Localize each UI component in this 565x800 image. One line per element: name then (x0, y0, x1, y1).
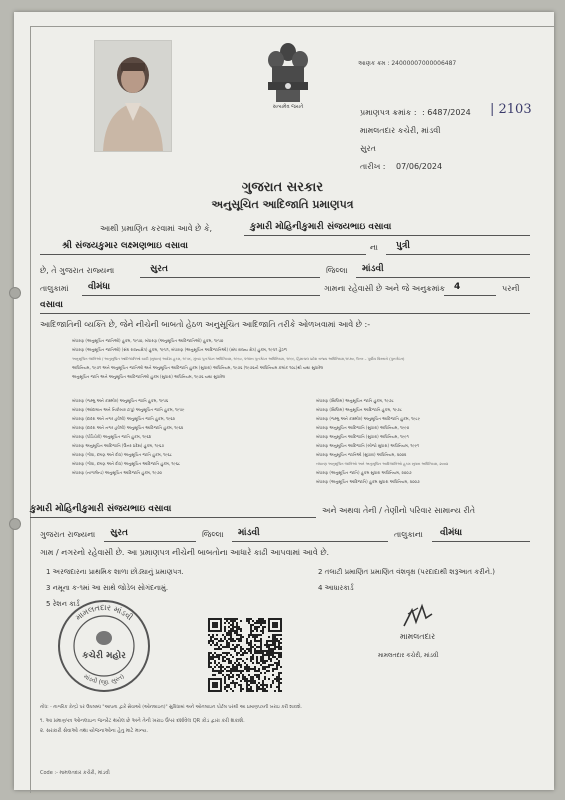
underline (444, 295, 496, 296)
cert-no-label: પ્રમાણપત્ર ક્રમાંક : (360, 108, 417, 117)
residence-state-label: ગુજરાત રાજ્યના (40, 530, 96, 539)
village-value: વીમંધા (88, 282, 111, 292)
order-line: અનુસૂચિત જાતિ અને અનુસૂચિત આદિજાતિઓ હુકમ (સુધારા) અધિનિયમ, ૧૯૭૬ યથા સુધારેલ (72, 374, 226, 379)
residence-village: વીમંધા (440, 528, 463, 538)
serial-suffix: પરની (502, 284, 520, 293)
taluka-value: માંડવી (362, 264, 384, 274)
order-left: બંધારણ અનુસૂચિત આદિજાતિ (ઉત્તર પ્રદેશ) હુકમ, ૧૯૬૭ (72, 443, 164, 448)
underline (104, 541, 196, 542)
tribe-text: આદિજાતિની વ્યક્તિ છે, જેને નીચેની બાબતો હેઠળ અનુસૂચિત આદિજાતિ તરીકે ઓળખવામાં આવે છે :- (40, 320, 371, 329)
signature-mark-icon (398, 600, 438, 632)
order-line: બંધારણ (અનુસૂચિત જાતિઓ) (સંઘ રાજ્યક્ષેત્ર) હુકમ, ૧૯૫૧, બંધારણ (અનુસૂચિત આદિજાતિઓ) (સંઘ રાજ્ય ક્ષેત્ર) હુકમ, ૧૯૫૧ હેઠળ (72, 347, 287, 352)
tribe-name: વસાવા (40, 300, 63, 310)
serial-no: 4 (454, 282, 461, 292)
footer-line: ૨. સરકારી સેવાઓ તથા યોજનાઓના હેતુ માટે માન્ય. (40, 728, 148, 734)
ashoka-emblem-icon (262, 40, 314, 110)
order-line: અનુસૂચિત જાતિઓ / અનુસૂચિત આદિજાતિઓ યાદી (સુધારા) આદેશ હુકમ, ૧૯૫૬, મુંબઇ પુનર્ગઠન અધિનિયમ, ૧૯૬૦, પંજાબ પુનર્ગઠન અધિનિયમ, ૧૯૬૬, હિમાચલ પ્રદેશ રાજ્ય અધિનિયમ,૧૯૭૦, ઉત્તર – પૂર્વીય વિસ્તારો (પુનર્ગઠન) (72, 357, 405, 361)
order-right: બંધારણ (સિક્કિમ) અનુસૂચિત આદિજાતિ હુકમ, ૧૯૭૮ (316, 407, 403, 412)
underline (30, 517, 316, 518)
punch-hole-top (9, 287, 21, 299)
order-left: બંધારણ (પોંડિચેરી) અનુસૂચિત જાતિ હુકમ, ૧૯૬૪ (72, 434, 152, 439)
taluka-label: તાલુકામાં (40, 284, 69, 293)
order-left: બંધારણ (દાદરા અને નગર હવેલી) અનુસૂચિત જાતિ હુકમ, ૧૯૬૨ (72, 416, 175, 421)
issuing-city: સુરત (360, 144, 376, 153)
order-left: બંધારણ (ગોવા, દમણ અને દીવ) અનુસૂચિત આદિજાતિ હુકમ, ૧૯૬૮ (72, 461, 181, 466)
underline (40, 254, 366, 255)
emblem-caption: સત્યમેવ જયતે (272, 104, 304, 110)
applicant-name: કુમારી મોહિનીકુમારી સંજયભાઇ વસાવા (250, 222, 392, 232)
order-line: બંધારણ (અનુસૂચિત જાતિઓ) હુકમ, ૧૯૫૦, બંધારણ (અનુસૂચિત આદિજાતિઓ) હુકમ, ૧૯૫૦ (72, 338, 224, 343)
order-right: બંધારણ (અનુસૂચિત જાતિ) હુકમ સુધારા અધિનિયમ, ૨૦૦૭ (316, 470, 412, 475)
residence-name: કુમારી મોહિનીકુમારી સંજયભાઇ વસાવા (30, 504, 172, 514)
state-label: છે, તે ગુજરાત રાજ્યના (40, 266, 115, 275)
barcode-id: આણક ક્રમ : 24000007000006487 (358, 60, 457, 67)
relation: પુત્રી (396, 241, 410, 251)
issue-date: 07/06/2024 (396, 162, 443, 171)
order-right: બંધારણ (અનુસૂચિત આદિજાતિ) હુકમ સુધારા અધિનિયમ, ૨૦૦૭ (316, 479, 420, 484)
underline (386, 254, 530, 255)
enclosure-item: 3 નમૂના ક-૧માં આ સાથે જોડેલ સોગંદનામું. (46, 584, 169, 592)
underline (40, 313, 530, 314)
footer-note: નોંધ: - નાગરિક કેન્દ્રો પર ઉપલબ્ધ "આપના દ્વારે સેવાઓ (ઓનલાઇન)" સુવિધામાં અને ઓનલાઇન પોર્ટલ પરથી આ પ્રમાણપત્રની ખરાઇ કરી શકાશે. (40, 705, 303, 710)
issuing-office: મામલતદાર કચેરી, માંડવી (360, 126, 441, 135)
district-label: જિલ્લા (326, 266, 348, 275)
enclosure-item: 2 તલાટી પ્રમાણિત પ્રમાણિત વંશવૃક્ષ (પરદાદાથી શરૂઆત કરીને.) (318, 568, 495, 576)
office-stamp (56, 598, 152, 694)
residence-taluka-label: તાલુકાના (394, 530, 423, 539)
order-right: બંધારણ અનુસૂચિત જાતિઓ (સુધારા) અધિનિયમ, ૨૦૦૨ (316, 452, 407, 457)
punch-hole-bottom (9, 518, 21, 530)
order-left: બંધારણ (નાગાલેન્ડ) અનુસૂચિત આદિજાતિ હુકમ, ૧૯૭૦ (72, 470, 162, 475)
applicant-photo (94, 40, 172, 152)
stamp-ring-bottom: માંડવી (જી. સુરત) (82, 672, 126, 687)
stamp-center: કચેરી મહોર (82, 651, 126, 661)
underline (244, 235, 530, 236)
signatory-title: મામલતદાર (400, 632, 436, 641)
order-right: બંધારણ અનુસૂચિત આદિજાતિ (સુધારા) અધિનિયમ, ૧૯૯૦ (316, 425, 410, 430)
order-right: બંધારણ (જમ્મુ અને કાશ્મીર) અનુસૂચિત આદિજાતિ હુકમ, ૧૯૮૯ (316, 416, 421, 421)
stamp-ring-top: મામલતદાર માંડવી (73, 602, 135, 623)
district-value: સુરત (150, 264, 168, 274)
certificate-title: અનુસૂચિત આદિજાતિ પ્રમાણપત્ર (211, 198, 354, 211)
residence-taluka: માંડવી (238, 528, 260, 538)
family-text: અને અથવા તેની / તેણીનો પરિવાર સામાન્ય રીતે (322, 506, 476, 515)
order-right: બંધારણ અનુસૂચિત જાતિઓ અને અનુસૂચિત આદિજાતિઓ હુકમ સુધારા અધિનિયમ, ૨૦૦૨ (316, 462, 449, 466)
closing-text: ગામ / નગરનો રહેવાસી છે. આ પ્રમાણપત્ર નીચેની બાબતોના આધારે કાઢી આપવામાં આવે છે. (40, 548, 330, 557)
order-right: બંધારણ અનુસૂચિત આદિજાતિ (સુધારા) અધિનિયમ, ૧૯૯૧ (316, 434, 409, 439)
qr-code (208, 618, 282, 692)
father-name: શ્રી સંજયકુમાર લક્ષ્મણભાઇ વસાવા (62, 241, 188, 251)
signatory-office: મામલતદાર કચેરી, માંડવી (378, 652, 439, 659)
underline (232, 541, 388, 542)
intro-text: આથી પ્રમાણિત કરવામાં આવે છે કે, (100, 224, 213, 233)
order-left: બંધારણ (આંદામાન અને નિકોબાર ટાપુ) અનુસૂચિત જાતિ હુકમ, ૧૯૫૯ (72, 407, 185, 412)
order-left: બંધારણ (ગોવા, દમણ અને દીવ) અનુસૂચિત જાતિ હુકમ, ૧૯૬૮ (72, 452, 172, 457)
underline (432, 541, 530, 542)
svg-text:માંડવી (જી. સુરત) (82, 673, 125, 686)
order-right: બંધારણ અનુસૂચિત આદિજાતિ (બીજો સુધારા) અધિનિયમ, ૧૯૯૧ (316, 443, 420, 448)
order-left: બંધારણ (દાદરા અને નગર હવેલી) અનુસૂચિત આદિજાતિ હુકમ, ૧૯૬૨ (72, 425, 184, 430)
enclosure-item: 1 અરજદારના પ્રાથમિક શાળા છોડ્યાનું પ્રમાણપત્ર. (46, 568, 184, 576)
order-line: અધિનિયમ, ૧૯૭૧ અને અનુસૂચિત જાતિઓ અને અનુસૂચિત આદિજાતિ હુકમ (સુધારા) અધિનિયમ, ૧૯૭૬ (૧૯૭૬નો અધિનિયમ ક્રમાંક ૧૦૮)થી યથા સુધારેલ (72, 365, 324, 370)
footer-line: ૧. આ પ્રમાણપત્ર ઓનલાઇન જનરેટ થયેલ છે અને તેની ખરાઇ ઉપર દર્શાવેલ QR કોડ દ્વારા કરી શકાશે. (40, 718, 245, 724)
residence-district-label: જિલ્લા (202, 530, 224, 539)
underline (140, 277, 320, 278)
date-label: તારીખ : (360, 162, 386, 171)
underline (356, 277, 530, 278)
footer-bottom: Code :- મામલતદાર કચેરી, માંડવી (40, 770, 110, 776)
enclosure-item: 5 રેશન કાર્ડ (46, 600, 80, 608)
residence-district: સુરત (110, 528, 128, 538)
barcode (360, 68, 488, 88)
relation-suffix: ના (370, 243, 378, 252)
underline (82, 295, 320, 296)
village-text: ગામના રહેવાસી છે અને જે અનુક્રમાંક (324, 284, 446, 293)
order-right: બંધારણ (સિક્કિમ) અનુસૂચિત જાતિ હુકમ, ૧૯૭૮ (316, 398, 394, 403)
enclosure-item: 4 આધારકાર્ડ (318, 584, 354, 592)
handwritten-number: | 2103 (490, 102, 532, 117)
cert-no: : 6487/2024 (422, 108, 471, 117)
government-title: ગુજરાત સરકાર (241, 180, 324, 195)
order-left: બંધારણ (જમ્મુ અને કાશ્મીર) અનુસૂચિત જાતિ હુકમ, ૧૯૫૬ (72, 398, 169, 403)
